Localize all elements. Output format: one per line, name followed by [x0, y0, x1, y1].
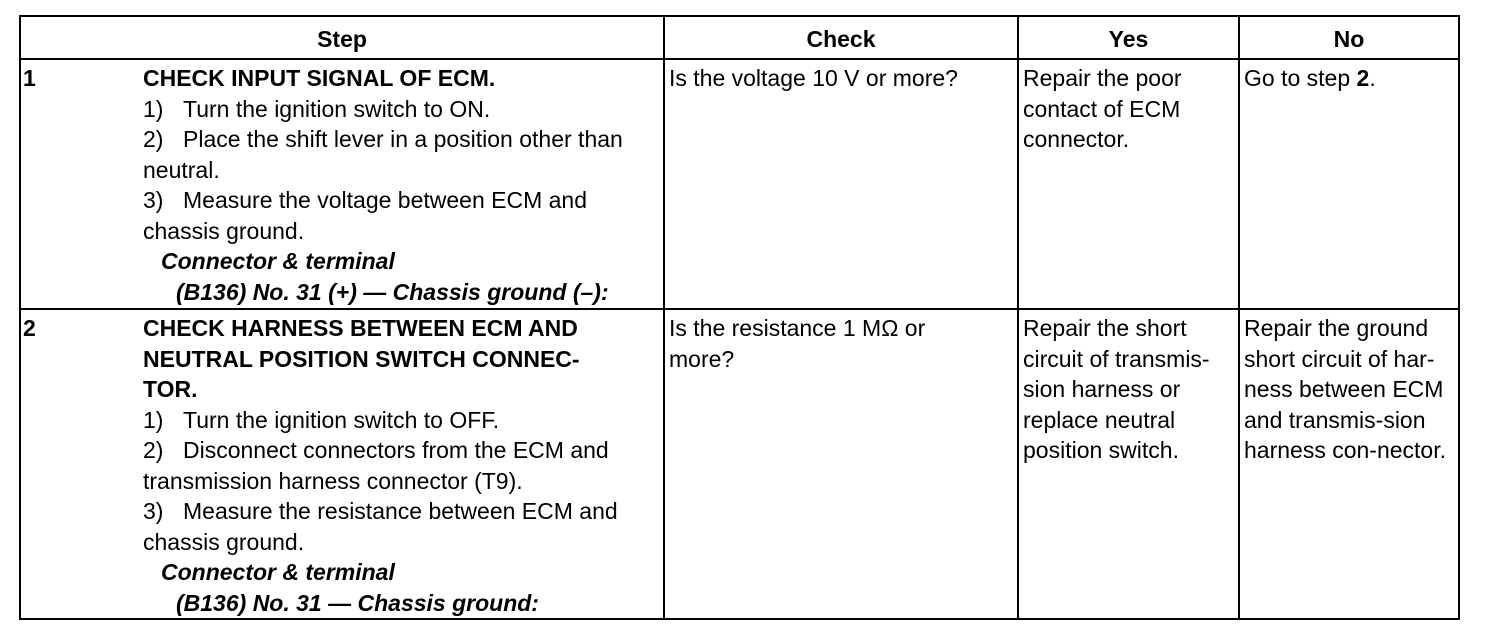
substep — [143, 496, 657, 527]
substep — [143, 185, 657, 216]
substep-text: Place the shift lever in a position other than — [183, 126, 623, 152]
no-prefix: Go to step — [1244, 65, 1357, 91]
step-cell — [20, 59, 664, 309]
header-no: No — [1239, 16, 1459, 59]
substep-number: 2) — [143, 437, 164, 463]
substep — [143, 435, 657, 466]
step-title: CHECK HARNESS BETWEEN ECM AND NEUTRAL POSITION SWITCH CONNEC-TOR. — [143, 315, 580, 402]
header-row — [20, 16, 1459, 59]
substep-number: 3) — [143, 498, 164, 524]
substep-number: 1) — [143, 406, 164, 433]
check-text: Is the voltage 10 V or more? — [669, 65, 958, 91]
substep-text: Turn the ignition switch to ON. — [183, 95, 491, 122]
no-cell — [1239, 59, 1459, 309]
step-number: 1 — [23, 65, 36, 91]
substep — [143, 124, 657, 155]
table-row-step-2 — [20, 309, 1459, 619]
substep-text: Measure the resistance between ECM and — [183, 498, 618, 524]
substep-number: 3) — [143, 187, 164, 213]
diagnostic-table — [19, 15, 1460, 620]
no-cell — [1239, 309, 1459, 619]
no-step-ref: 2 — [1356, 65, 1370, 91]
check-text: Is the resistance 1 MΩ or more? — [669, 315, 926, 372]
substep-continuation: chassis ground. — [143, 217, 305, 244]
no-suffix: . — [1369, 65, 1376, 91]
step-title: CHECK INPUT SIGNAL OF ECM. — [143, 65, 496, 91]
header-yes: Yes — [1018, 16, 1239, 59]
no-text — [1240, 60, 1458, 94]
substep-number: 1) — [143, 95, 164, 122]
substep-text: Turn the ignition switch to OFF. — [183, 406, 500, 433]
substep — [143, 405, 657, 436]
header-step: Step — [20, 16, 664, 59]
substep-number: 2) — [143, 126, 164, 152]
substep-text: Measure the voltage between ECM and — [183, 187, 588, 213]
step-body — [143, 63, 663, 307]
step-cell — [20, 309, 664, 619]
connector-detail: (B136) No. 31 — Chassis ground: — [176, 589, 539, 616]
step-number: 2 — [23, 315, 36, 341]
check-cell — [664, 59, 1018, 309]
connector-label: Connector & terminal — [161, 248, 395, 274]
substep-continuation: neutral. — [143, 156, 220, 183]
connector-label: Connector & terminal — [161, 559, 395, 585]
yes-text: Repair the short circuit of transmis-sion harness or replace neutral position switch. — [1023, 315, 1210, 463]
table-row-step-1 — [20, 59, 1459, 309]
step-body — [143, 313, 663, 618]
substep-continuation: chassis ground. — [143, 528, 305, 555]
substep-text: Disconnect connectors from the ECM and — [183, 437, 609, 463]
substep-continuation: transmission harness connector (T9). — [143, 467, 523, 494]
substep — [143, 94, 657, 125]
no-text: Repair the ground short circuit of har-ness between ECM and transmis-sion harness con-nector. — [1244, 315, 1447, 463]
yes-cell — [1018, 309, 1239, 619]
header-check: Check — [664, 16, 1018, 59]
connector-detail: (B136) No. 31 (+) — Chassis ground (–): — [176, 278, 609, 305]
yes-cell — [1018, 59, 1239, 309]
check-cell — [664, 309, 1018, 619]
yes-text: Repair the poor contact of ECM connector. — [1023, 65, 1182, 152]
